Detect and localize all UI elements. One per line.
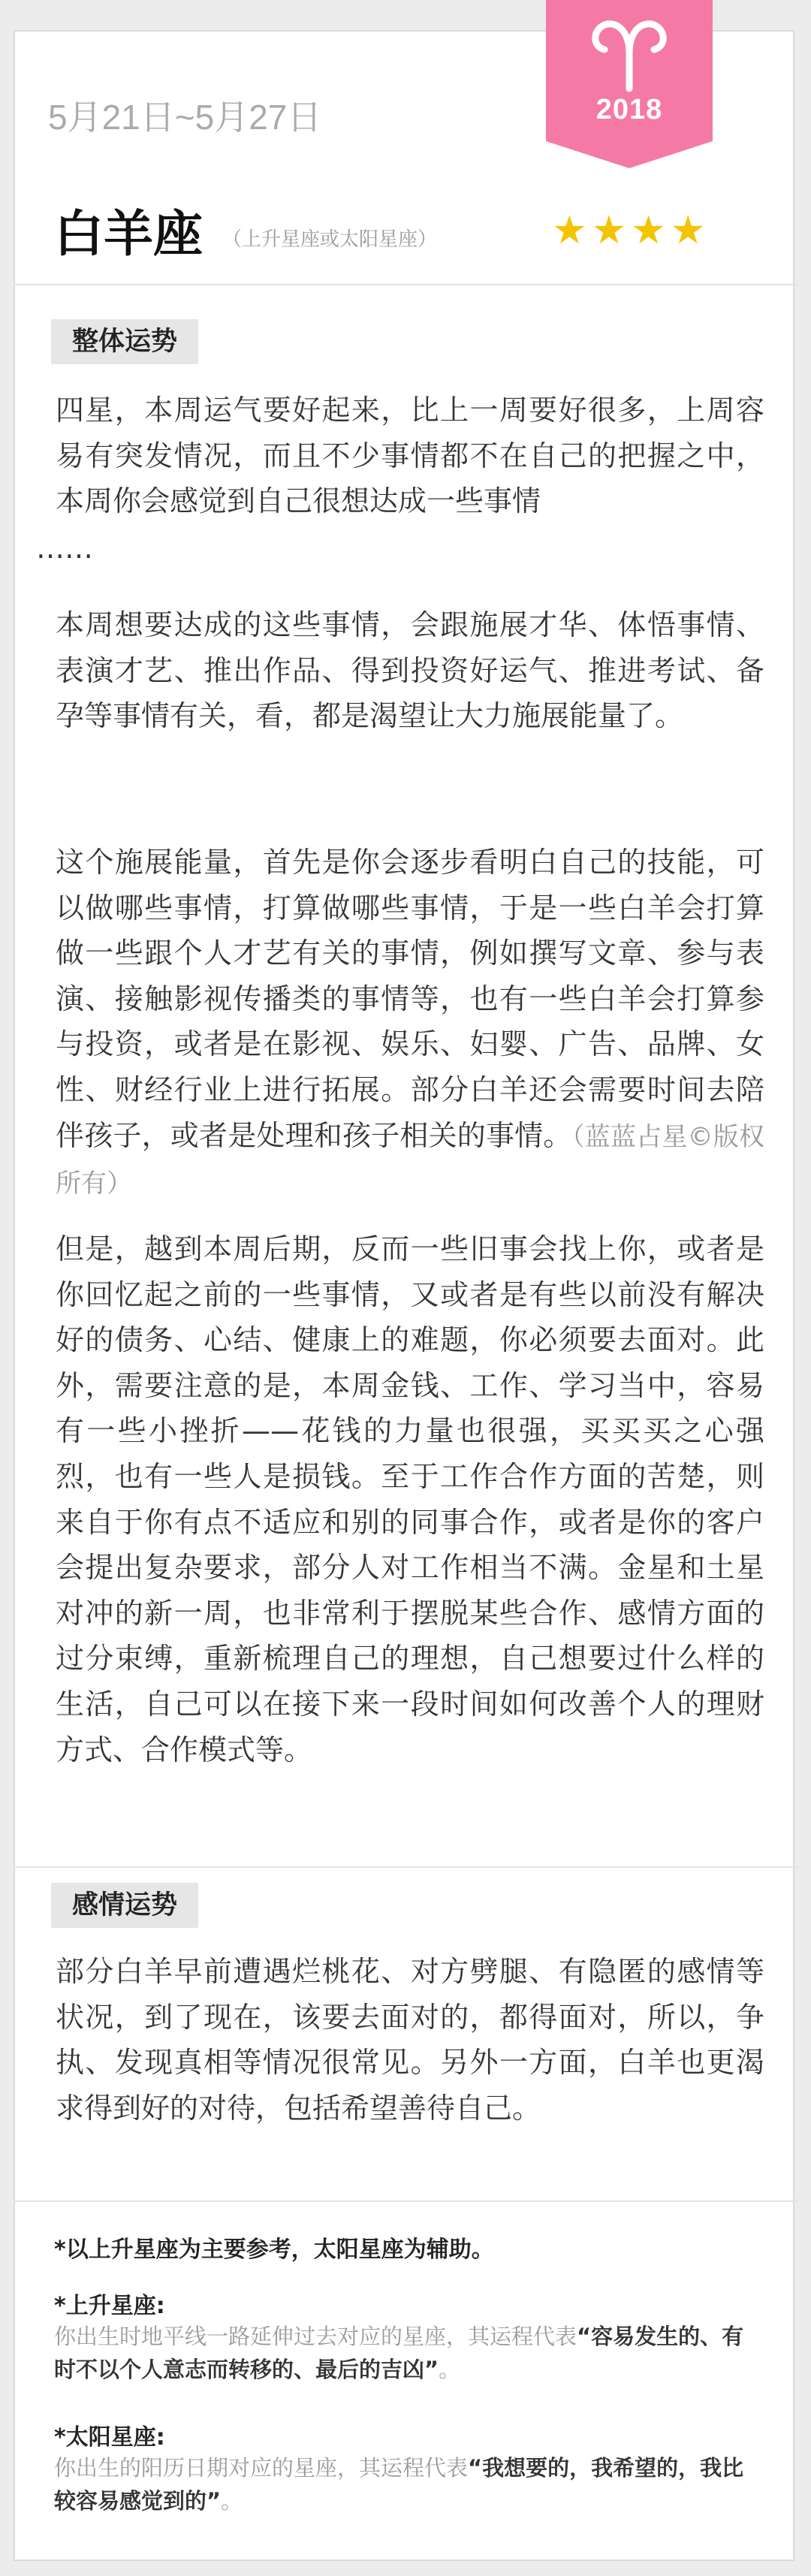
badge-shape <box>546 0 713 168</box>
sun-text <box>54 2451 760 2517</box>
sign-title: 白羊座 <box>54 205 203 263</box>
overall-paragraph-3 <box>56 840 764 1207</box>
love-paragraph-1: 部分白羊早前遭遇烂桃花、对方劈腿、有隐匿的感情等状况，到了现在，该要去面对的，都得面对，所以，争执、发现真相等情况很常见。另外一方面，白羊也更渴求得到好的对待，包括希望善待自己。 <box>56 1955 764 2125</box>
rising-text-b: “容易发生的、有时不以个人意志而转移的、最后的吉凶” <box>54 2324 744 2382</box>
rising-text <box>54 2320 760 2386</box>
rising-text-a: 你出生时地平线一路延伸过去对应的星座，其运程代表 <box>54 2324 577 2349</box>
sun-label: *太阳星座: <box>54 2424 165 2451</box>
overall-paragraph-4: 但是，越到本周后期，反而一些旧事会找上你，或者是你回忆起之前的一些事情，又或者是有些以前没有解决好的债务、心结、健康上的难题，你必须要去面对。此外，需要注意的是，本周金钱、工作、学习当中，容易有一些小挫折——花钱的力量也很强，买买买之心强烈，也有一些人是损钱。至于工作合作方面的苦楚，则来自于你有点不适应和别的同事合作，或者是你的客户会提出复杂要求，部分人对工作相当不满。金星和土星对冲的新一周，也非常利于摆脱某些合作、感情方面的过分束缚，重新梳理自己的理想，自己想要过什么样的生活，自己可以在接下来一段时间如何改善个人的理财方式、合作模式等。 <box>56 1232 764 1766</box>
rising-text-c: 。 <box>439 2357 461 2382</box>
date-range: 5月21日~5月27日 <box>48 98 322 137</box>
badge-year: 2018 <box>595 94 663 125</box>
overall-paragraph-3-text: 这个施展能量，首先是你会逐步看明白自己的技能，可以做哪些事情，打算做哪些事情，于是一些白羊会打算做一些跟个人才艺有关的事情，例如撰写文章、参与表演、接触影视传播类的事情等，也有一些白羊会打算参与投资，或者是在影视、娱乐、妇婴、广告、品牌、女性、财经行业上进行拓展。部分白羊还会需要时间去陪伴孩子，或者是处理和孩子相关的事情。 <box>56 846 764 1152</box>
sun-note <box>54 2418 760 2517</box>
sun-text-b: “我想要的，我希望的，我比较容易感觉到的” <box>54 2455 744 2514</box>
section-divider <box>14 1866 797 1868</box>
rating-stars: ★★★★ <box>552 208 710 253</box>
sign-subtitle: （上升星座或太阳星座） <box>222 228 438 251</box>
header-divider <box>14 284 797 285</box>
notes-main: *以上升星座为主要参考，太阳星座为辅助。 <box>54 2237 494 2263</box>
section-label-overall: 整体运势 <box>51 319 198 364</box>
notes-main-wrap <box>54 2231 760 2264</box>
year-badge <box>546 0 713 168</box>
notes-divider <box>14 2200 797 2202</box>
overall-paragraph-2: 本周想要达成的这些事情，会跟施展才华、体悟事情、表演才艺、推出作品、得到投资好运气、推进考试、备孕等事情有关，看，都是渴望让大力施展能量了。 <box>56 608 764 733</box>
copyright-note: （蓝蓝占星©版权所有） <box>56 1121 764 1199</box>
overall-ellipsis: …… <box>36 532 93 565</box>
sun-text-a: 你出生的阳历日期对应的星座，其运程代表 <box>54 2455 469 2481</box>
overall-paragraph-1: 四星，本周运气要好起来，比上一周要好很多，上周容易有突发情况，而且不少事情都不在自己的把握之中，本周你会感觉到自己很想达成一些事情 <box>56 394 764 518</box>
rising-note <box>54 2287 760 2386</box>
section-label-love: 感情运势 <box>51 1883 198 1928</box>
sun-text-c: 。 <box>221 2488 243 2514</box>
rising-label: *上升星座: <box>54 2293 165 2319</box>
